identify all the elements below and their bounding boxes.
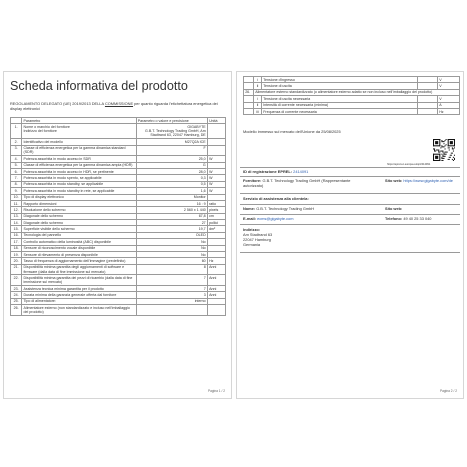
row-value: 27 bbox=[136, 220, 207, 226]
row-number: 1. bbox=[11, 124, 22, 139]
row-value: 0,3 bbox=[136, 175, 207, 181]
row-number: 2. bbox=[11, 139, 22, 145]
eprel-id[interactable]: 2414091 bbox=[293, 169, 309, 174]
divider bbox=[240, 193, 460, 194]
row-parameter: Risoluzione dello schermo bbox=[22, 207, 136, 213]
row-number: 18. bbox=[11, 245, 22, 251]
regulation-intro: REGOLAMENTO DELEGATO (UE) 2019/2013 DELLA COMMISSIONE per quanto riguarda l'etichettatura energetica dei display elettronici bbox=[10, 101, 218, 111]
row-parameter: Disponibilità minima garantita dei pezzi di ricambio (dalla data di fine immissione sul mercato) bbox=[22, 275, 136, 286]
row-number: 19. bbox=[11, 252, 22, 258]
row-value: 2 560 x 1 440 bbox=[136, 207, 207, 213]
row-number: 6. bbox=[11, 168, 22, 174]
row-number bbox=[244, 108, 254, 114]
row-index: iii bbox=[254, 108, 262, 114]
row-value: M27Q2A ICE bbox=[136, 139, 207, 145]
row-unit: Hz bbox=[438, 108, 460, 114]
row-parameter: Potenza assorbita in modo spento, se applicabile bbox=[22, 175, 136, 181]
row-number: 7. bbox=[11, 175, 22, 181]
row-number: 8. bbox=[11, 181, 22, 187]
row-number: 13. bbox=[11, 213, 22, 219]
row-number: 26. bbox=[244, 89, 254, 95]
row-value: 3 bbox=[136, 292, 207, 298]
row-parameter: Superficie visibile dello schermo bbox=[22, 226, 136, 232]
row-unit: W bbox=[207, 168, 225, 174]
row-value: 25,0 bbox=[136, 156, 207, 162]
row-parameter: Diagonale dello schermo bbox=[22, 220, 136, 226]
row-value: 67,8 bbox=[136, 213, 207, 219]
row-parameter: Rapporto dimensioni bbox=[22, 200, 136, 206]
row-parameter: Identificativo del modello bbox=[22, 139, 136, 145]
row-number: 3. bbox=[11, 145, 22, 156]
row-parameter: Intensità di corrente necessaria (minima) bbox=[262, 102, 418, 108]
eprel-qr-code-icon[interactable] bbox=[433, 139, 455, 161]
eprel-row: ID di registrazione EPREL: 2414091 bbox=[243, 169, 309, 174]
table-row bbox=[11, 305, 226, 316]
table-row bbox=[11, 275, 226, 286]
row-value: 60 bbox=[136, 258, 207, 264]
row-parameter: Classe di efficienza energetica per la gamma dinamica standard (SDR) bbox=[22, 145, 136, 156]
row-parameter: Alimentatore esterno standardizzato (o alimentatore esterno adatto se non incluso nell'imballaggio del prodotto) bbox=[254, 89, 460, 95]
row-unit: V bbox=[438, 96, 460, 102]
row-value bbox=[136, 305, 207, 316]
table-row bbox=[11, 145, 226, 156]
row-number: 15. bbox=[11, 226, 22, 232]
row-unit: pollici bbox=[207, 220, 225, 226]
row-unit bbox=[207, 145, 225, 156]
row-parameter: Classe di efficienza energetica per la gamma dinamica ampia (HDR) bbox=[22, 162, 136, 168]
row-parameter: Potenza assorbita in modo standby, se applicabile bbox=[22, 181, 136, 187]
document-page-1 bbox=[3, 71, 232, 399]
row-value: G bbox=[136, 162, 207, 168]
row-unit: pixels bbox=[207, 207, 225, 213]
row-parameter: Nome o marchio del fornitore Indirizzo del fornitore bbox=[22, 124, 136, 139]
row-unit bbox=[207, 305, 225, 316]
row-index: ii bbox=[254, 102, 262, 108]
commission-link[interactable]: COMMISSIONE bbox=[104, 101, 134, 106]
divider bbox=[240, 252, 460, 253]
supplier-row: Fornitore: G.B.T. Technology Trading GmbH (Rappresentante autorizzato) bbox=[243, 178, 351, 188]
service-title: Servizio di assistenza alla clientela: bbox=[243, 196, 309, 201]
row-index: i bbox=[254, 77, 262, 83]
row-value: 7 bbox=[136, 286, 207, 292]
row-parameter: Potenza assorbita in modo standby in rete, se applicabile bbox=[22, 188, 136, 194]
row-parameter: Potenza assorbita in modo acceso in SDR bbox=[22, 156, 136, 162]
row-number: 4. bbox=[11, 156, 22, 162]
power-supply-table bbox=[243, 76, 460, 115]
row-value: OLED bbox=[136, 232, 207, 238]
service-phone: Telefono: 49 40 25 33 040 bbox=[385, 216, 432, 221]
row-number: 9. bbox=[11, 188, 22, 194]
row-number: 22. bbox=[11, 275, 22, 286]
row-number: 25. bbox=[11, 298, 22, 304]
row-number: 21. bbox=[11, 264, 22, 275]
row-value: Monitor bbox=[136, 194, 207, 200]
table-row bbox=[244, 108, 460, 114]
row-number: 23. bbox=[11, 286, 22, 292]
row-value: 7 bbox=[136, 275, 207, 286]
row-parameter: Assistenza tecnica minima garantita per il prodotto bbox=[22, 286, 136, 292]
row-value: GIGABYTE G.B.T. Technology Trading GmbH, Am Stadtrand 63, 22047 Hamburg, DE bbox=[136, 124, 207, 139]
row-value bbox=[418, 108, 438, 114]
row-value: 8 bbox=[136, 264, 207, 275]
row-unit: A bbox=[438, 102, 460, 108]
row-parameter: Controllo automatico della luminosità (ABC) disponibile bbox=[22, 239, 136, 245]
row-number: 5. bbox=[11, 162, 22, 168]
row-unit bbox=[207, 124, 225, 139]
page-number: Pagina 2 / 2 bbox=[439, 389, 457, 393]
row-number: 11. bbox=[11, 200, 22, 206]
row-unit: Anni bbox=[207, 264, 225, 275]
row-unit: Anni bbox=[207, 275, 225, 286]
row-parameter: Tasso di frequenza di aggiornamento dell'immagine (predefinito) bbox=[22, 258, 136, 264]
table-row bbox=[11, 264, 226, 275]
row-unit: W bbox=[207, 156, 225, 162]
row-unit: W bbox=[207, 175, 225, 181]
row-parameter: Sensore di rilevamento di presenza disponibile bbox=[22, 252, 136, 258]
service-website-label: Sito web: bbox=[385, 206, 403, 211]
row-value: F bbox=[136, 145, 207, 156]
row-number: 17. bbox=[11, 239, 22, 245]
divider bbox=[240, 204, 460, 205]
row-number: 24. bbox=[11, 292, 22, 298]
website-row: Sito web: https://www.gigabyte.com/de bbox=[385, 178, 453, 183]
divider bbox=[240, 176, 460, 177]
divider bbox=[240, 167, 460, 168]
row-parameter: Tipo di display elettronico bbox=[22, 194, 136, 200]
row-unit: V bbox=[438, 83, 460, 89]
header-param: Parametro bbox=[22, 118, 136, 124]
row-value: No bbox=[136, 252, 207, 258]
row-parameter: Diagonale dello schermo bbox=[22, 213, 136, 219]
eprel-link[interactable]: https://eprel.ec.europa.eu/qr/2414091 bbox=[387, 163, 431, 166]
row-unit: Anni bbox=[207, 286, 225, 292]
row-index: ii bbox=[254, 83, 262, 89]
product-info-table bbox=[10, 117, 226, 316]
row-parameter: Tensione d'ingresso bbox=[262, 77, 418, 83]
row-unit: W bbox=[207, 181, 225, 187]
row-unit: dm² bbox=[207, 226, 225, 232]
row-unit: cm bbox=[207, 213, 225, 219]
row-parameter: Frequenza di corrente necessaria bbox=[262, 108, 418, 114]
row-parameter: Potenza assorbita in modo acceso in HDR, se pertinente bbox=[22, 168, 136, 174]
row-unit: Hz bbox=[207, 258, 225, 264]
divider bbox=[240, 214, 460, 215]
row-parameter: Alimentatore esterno (non standardizzato e incluso nell'imballaggio del prodotto) bbox=[22, 305, 136, 316]
service-name: Nome: G.B.T. Technology Trading GmbH bbox=[243, 206, 315, 211]
row-number: 26. bbox=[11, 305, 22, 316]
table-row bbox=[11, 124, 226, 139]
row-parameter: Disponibilità minima garantita degli aggiornamenti di software e firmware (dalla data di fine immissione sul mercato) bbox=[22, 264, 136, 275]
service-email: E-mail: ecms@gigabyte.com bbox=[243, 216, 294, 221]
row-value: No bbox=[136, 245, 207, 251]
row-value: 0,5 bbox=[136, 181, 207, 187]
row-value: 1,6 bbox=[136, 188, 207, 194]
row-unit: V bbox=[438, 77, 460, 83]
row-value: 16 : 9 bbox=[136, 200, 207, 206]
service-address: Indirizzo: Am Stadtrand 63 22047 Hamburg Germania bbox=[243, 227, 273, 247]
row-parameter: Tipo di alimentatore: bbox=[22, 298, 136, 304]
market-date: Modello immesso sul mercato dell'Unione da 25/08/2025 bbox=[243, 129, 341, 134]
row-parameter: Tensione di uscita necessaria bbox=[262, 96, 418, 102]
row-value: interno bbox=[136, 298, 207, 304]
row-value: No bbox=[136, 239, 207, 245]
row-unit: ratio bbox=[207, 200, 225, 206]
website-link[interactable]: https://www.gigabyte.com/de bbox=[403, 178, 453, 183]
row-value: 19,7 bbox=[136, 226, 207, 232]
row-unit: Anni bbox=[207, 292, 225, 298]
document-page-2 bbox=[236, 71, 464, 399]
row-number: 10. bbox=[11, 194, 22, 200]
row-parameter: Durata minima della garanzia generale offerta dal fornitore bbox=[22, 292, 136, 298]
row-value: 28,0 bbox=[136, 168, 207, 174]
header-value: Parametro o valore e precisione bbox=[136, 118, 207, 124]
page-number: Pagina 1 / 2 bbox=[207, 389, 225, 393]
row-number: 14. bbox=[11, 220, 22, 226]
header-unit: Unità bbox=[207, 118, 225, 124]
row-parameter: Sensore di riconoscimento vocale disponibile bbox=[22, 245, 136, 251]
row-unit: W bbox=[207, 188, 225, 194]
page-title: Scheda informativa del prodotto bbox=[10, 79, 188, 93]
row-number: 12. bbox=[11, 207, 22, 213]
row-index: i bbox=[254, 96, 262, 102]
row-parameter: Tecnologia del pannello bbox=[22, 232, 136, 238]
email-link[interactable]: ecms@gigabyte.com bbox=[257, 216, 294, 221]
row-parameter: Tensione di uscita bbox=[262, 83, 418, 89]
row-number: 16. bbox=[11, 232, 22, 238]
row-number: 20. bbox=[11, 258, 22, 264]
divider bbox=[240, 224, 460, 225]
